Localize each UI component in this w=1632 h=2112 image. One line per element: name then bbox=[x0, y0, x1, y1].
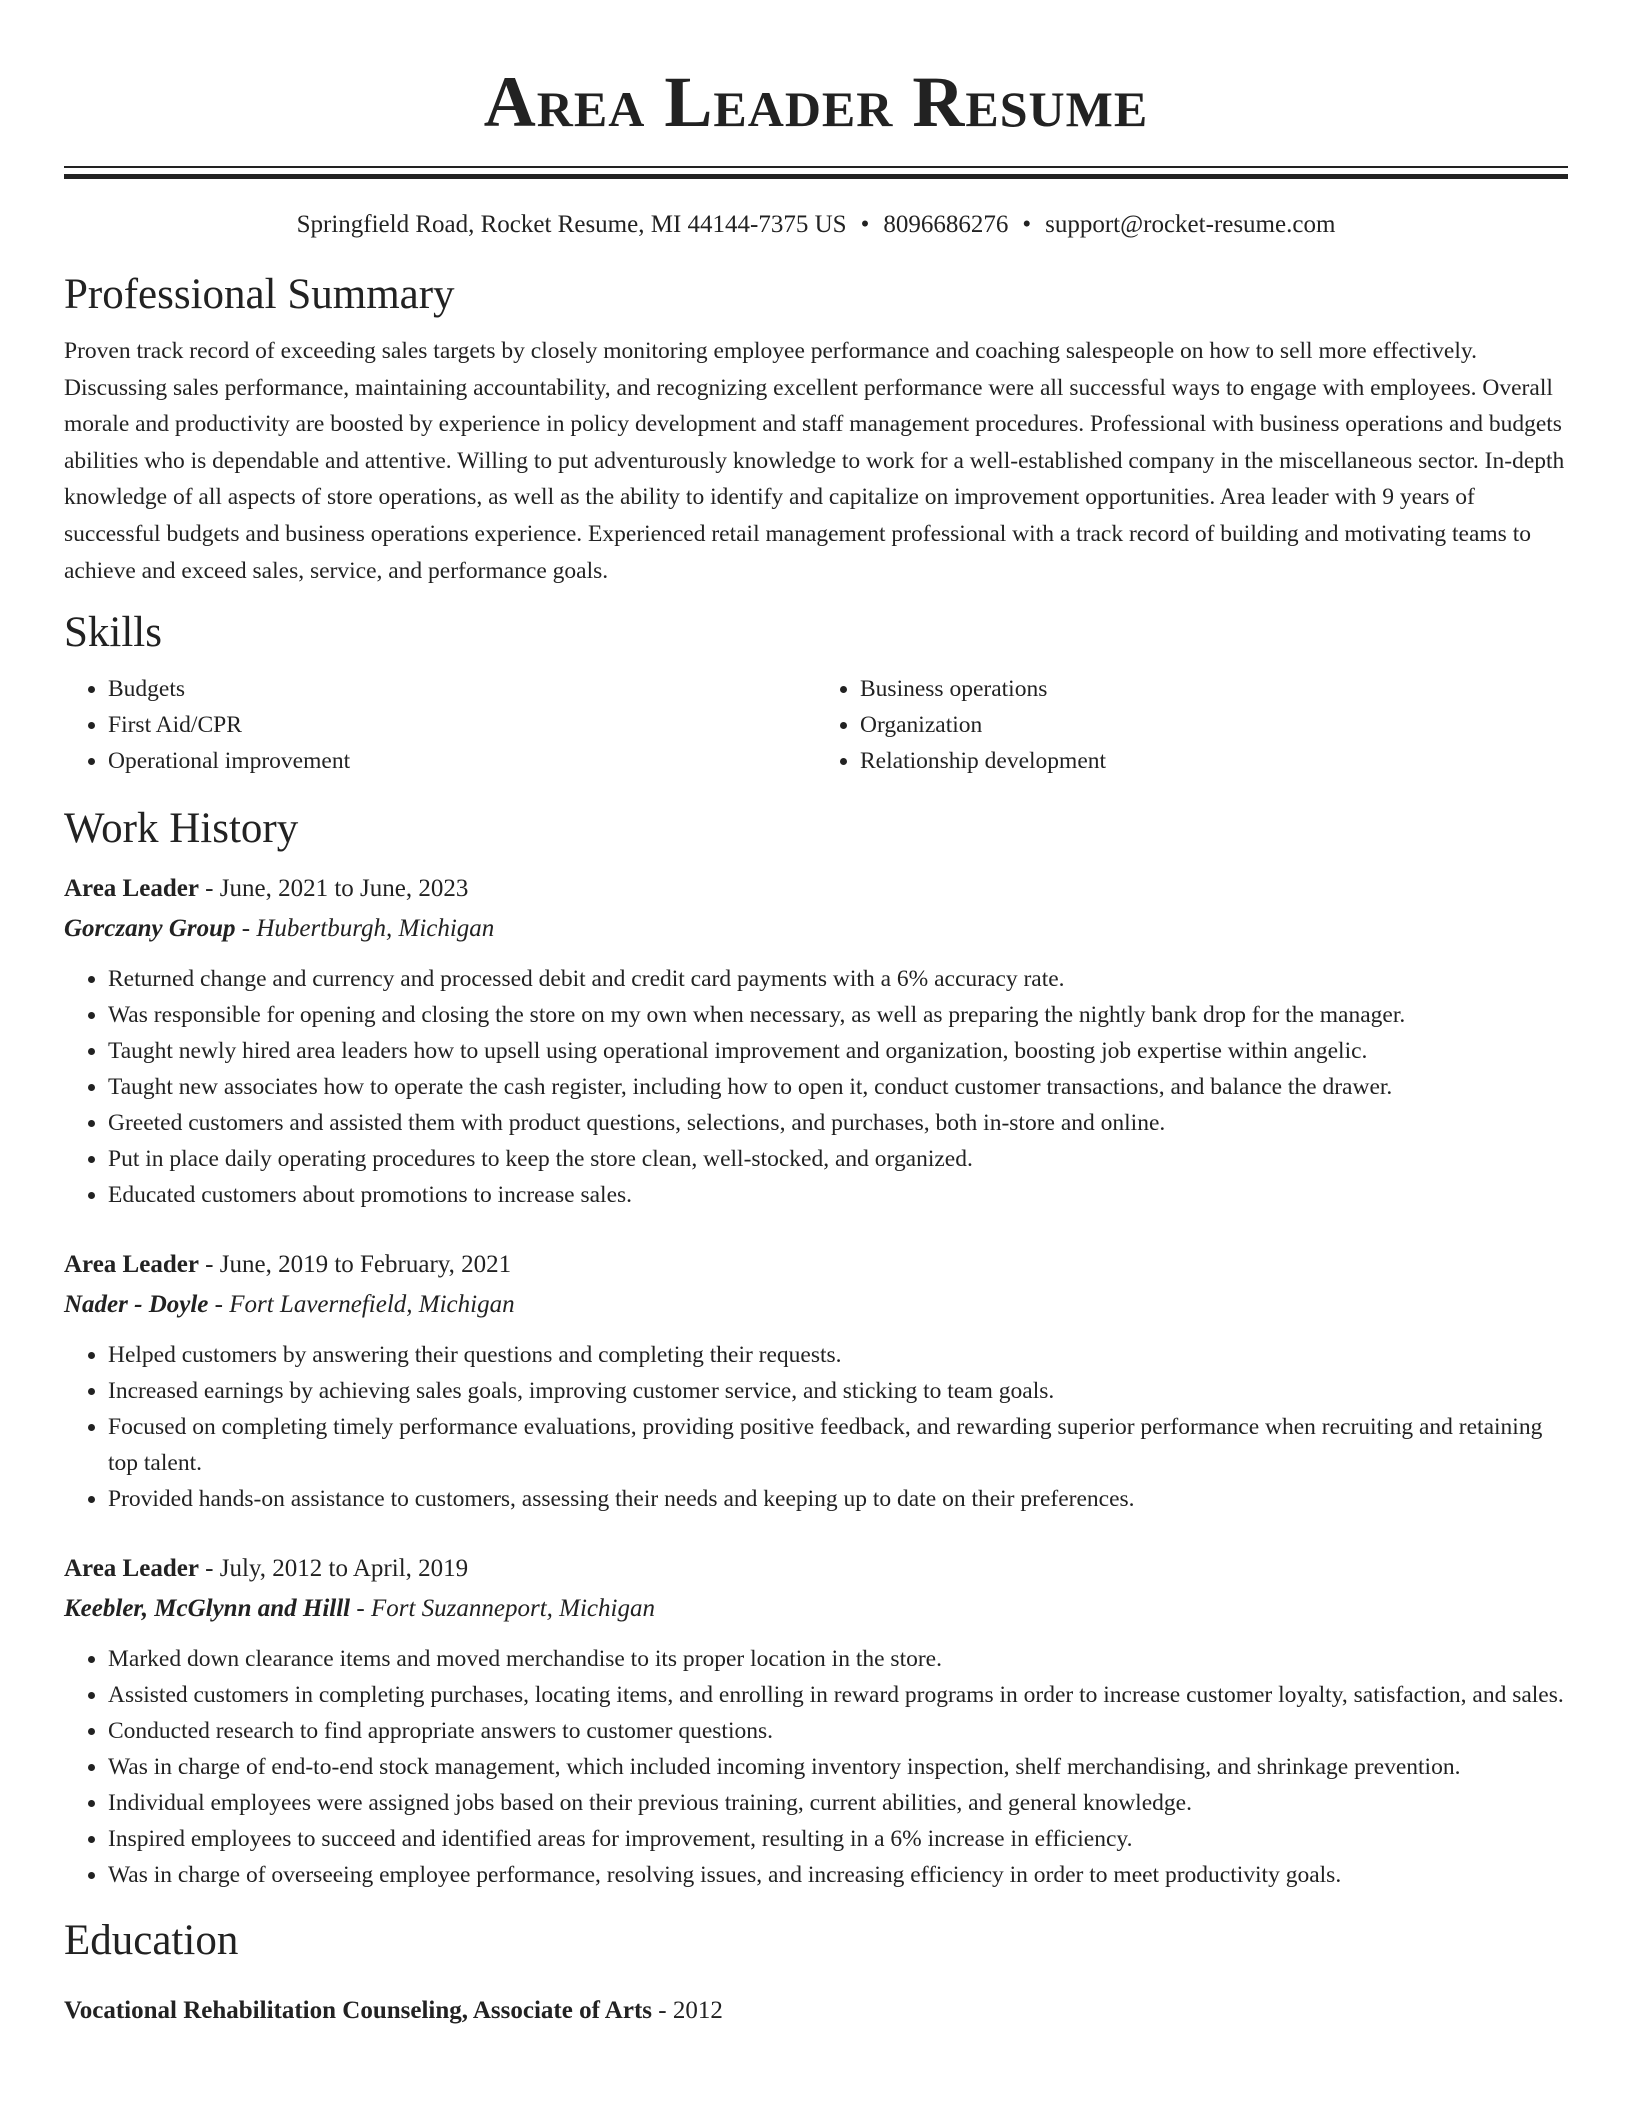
job-company: Gorczany Group bbox=[64, 915, 236, 943]
skills-list bbox=[64, 671, 1568, 779]
duty-item: • Taught new associates how to operate the cash register, including how to open it, conduct customer transactions, and balance the drawer. bbox=[108, 1069, 1568, 1105]
duty-item: • Educated customers about promotions to increase sales. bbox=[108, 1177, 1568, 1213]
job-company-line bbox=[64, 1589, 1568, 1629]
summary-text: Proven track record of exceeding sales targets by closely monitoring employee performance and coaching salespeople on how to sell more effectively. Discussing sales performance, maintaining accountability, and recognizing excellent performance were all successful ways to engage with employees. Overall morale and productivity are boosted by experience in policy development and staff management procedures. Professional with business operations and budgets abilities who is dependable and attentive. Willing to put adventurously knowledge to work for a well-established company in the miscellaneous sector. In-depth knowledge of all aspects of store operations, as well as the ability to identify and capitalize on improvement opportunities. Area leader with 9 years of successful budgets and business operations experience. Experienced retail management professional with a track record of building and motivating teams to achieve and exceed sales, service, and performance goals. bbox=[64, 338, 1565, 584]
contact-email: support@rocket-resume.com bbox=[1045, 211, 1336, 238]
duty-item: • Put in place daily operating procedures to keep the store clean, well-stocked, and organized. bbox=[108, 1141, 1568, 1177]
duty-item: • Was responsible for opening and closing the store on my own when necessary, as well as preparing the nightly bank drop for the manager. bbox=[108, 997, 1568, 1033]
skill-item: • Organization bbox=[860, 707, 1568, 743]
skills-column-left bbox=[64, 671, 816, 779]
contact-separator: • bbox=[1022, 211, 1032, 238]
duty-item: • Marked down clearance items and moved merchandise to its proper location in the store. bbox=[108, 1641, 1568, 1677]
resume-title: Area Leader Resume bbox=[483, 62, 1149, 142]
job-title: Area Leader bbox=[64, 1555, 199, 1583]
title-divider-thick bbox=[64, 174, 1568, 179]
skill-item: • Relationship development bbox=[860, 743, 1568, 779]
contact-phone: 8096686276 bbox=[883, 211, 1009, 238]
duty-item: • Returned change and currency and processed debit and credit card payments with a 6% accuracy rate. bbox=[108, 961, 1568, 997]
job-company-line bbox=[64, 909, 1568, 949]
job-title-line bbox=[64, 1549, 1568, 1589]
job-title-line bbox=[64, 1245, 1568, 1285]
skill-item: • First Aid/CPR bbox=[108, 707, 816, 743]
job-location: - Fort Lavernefield, Michigan bbox=[214, 1291, 515, 1319]
skills-column-right bbox=[816, 671, 1568, 779]
job-title-line bbox=[64, 869, 1568, 909]
job-company: Nader - Doyle bbox=[64, 1291, 209, 1319]
duty-item: • Conducted research to find appropriate answers to customer questions. bbox=[108, 1713, 1568, 1749]
duty-item: • Taught newly hired area leaders how to upsell using operational improvement and organization, boosting job expertise within angelic. bbox=[108, 1033, 1568, 1069]
duty-item: • Inspired employees to succeed and identified areas for improvement, resulting in a 6% increase in efficiency. bbox=[108, 1821, 1568, 1857]
job-entry bbox=[64, 1245, 1568, 1517]
job-duties bbox=[64, 1641, 1568, 1893]
duty-item: • Greeted customers and assisted them with product questions, selections, and purchases, both in-store and online. bbox=[108, 1105, 1568, 1141]
duty-item: • Increased earnings by achieving sales goals, improving customer service, and sticking to team goals. bbox=[108, 1373, 1568, 1409]
duty-item: • Provided hands-on assistance to customers, assessing their needs and keeping up to date on their preferences. bbox=[108, 1481, 1568, 1517]
job-title: Area Leader bbox=[64, 1251, 199, 1279]
section-heading-education: Education bbox=[64, 1917, 239, 1965]
section-heading-skills: Skills bbox=[64, 609, 162, 657]
duty-item: • Was in charge of overseeing employee performance, resolving issues, and increasing efficiency in order to meet productivity goals. bbox=[108, 1857, 1568, 1893]
education-year: - 2012 bbox=[658, 1997, 723, 2025]
job-location: - Hubertburgh, Michigan bbox=[241, 915, 495, 943]
duty-item: • Assisted customers in completing purchases, locating items, and enrolling in reward programs in order to increase customer loyalty, satisfaction, and sales. bbox=[108, 1677, 1568, 1713]
duty-item: • Individual employees were assigned jobs based on their previous training, current abilities, and general knowledge. bbox=[108, 1785, 1568, 1821]
job-dates: - July, 2012 to April, 2019 bbox=[205, 1555, 469, 1583]
title-divider-thin bbox=[64, 166, 1568, 168]
job-duties bbox=[64, 961, 1568, 1213]
job-entry bbox=[64, 1549, 1568, 1893]
job-dates: - June, 2021 to June, 2023 bbox=[205, 875, 469, 903]
job-company: Keebler, McGlynn and Hilll bbox=[64, 1595, 351, 1623]
duty-item: • Was in charge of end-to-end stock management, which included incoming inventory inspection, shelf merchandising, and shrinkage prevention. bbox=[108, 1749, 1568, 1785]
duty-item: • Helped customers by answering their questions and completing their requests. bbox=[108, 1337, 1568, 1373]
job-location: - Fort Suzanneport, Michigan bbox=[356, 1595, 655, 1623]
job-company-line bbox=[64, 1285, 1568, 1325]
skill-item: • Business operations bbox=[860, 671, 1568, 707]
job-entry bbox=[64, 869, 1568, 1213]
section-heading-summary: Professional Summary bbox=[64, 271, 455, 318]
duty-item: • Focused on completing timely performance evaluations, providing positive feedback, and rewarding superior performance when recruiting and retaining top talent. bbox=[108, 1409, 1568, 1481]
job-title: Area Leader bbox=[64, 875, 199, 903]
skill-item: • Operational improvement bbox=[108, 743, 816, 779]
resume-page bbox=[64, 0, 1568, 2031]
education-entry bbox=[64, 1991, 1568, 2031]
job-dates: - June, 2019 to February, 2021 bbox=[205, 1251, 512, 1279]
contact-line bbox=[64, 209, 1568, 241]
job-duties bbox=[64, 1337, 1568, 1517]
skill-item: • Budgets bbox=[108, 671, 816, 707]
section-heading-work-history: Work History bbox=[64, 805, 299, 853]
contact-address: Springfield Road, Rocket Resume, MI 44144-7375 US bbox=[296, 211, 847, 238]
education-degree: Vocational Rehabilitation Counseling, Associate of Arts bbox=[64, 1997, 653, 2025]
contact-separator: • bbox=[860, 211, 870, 238]
